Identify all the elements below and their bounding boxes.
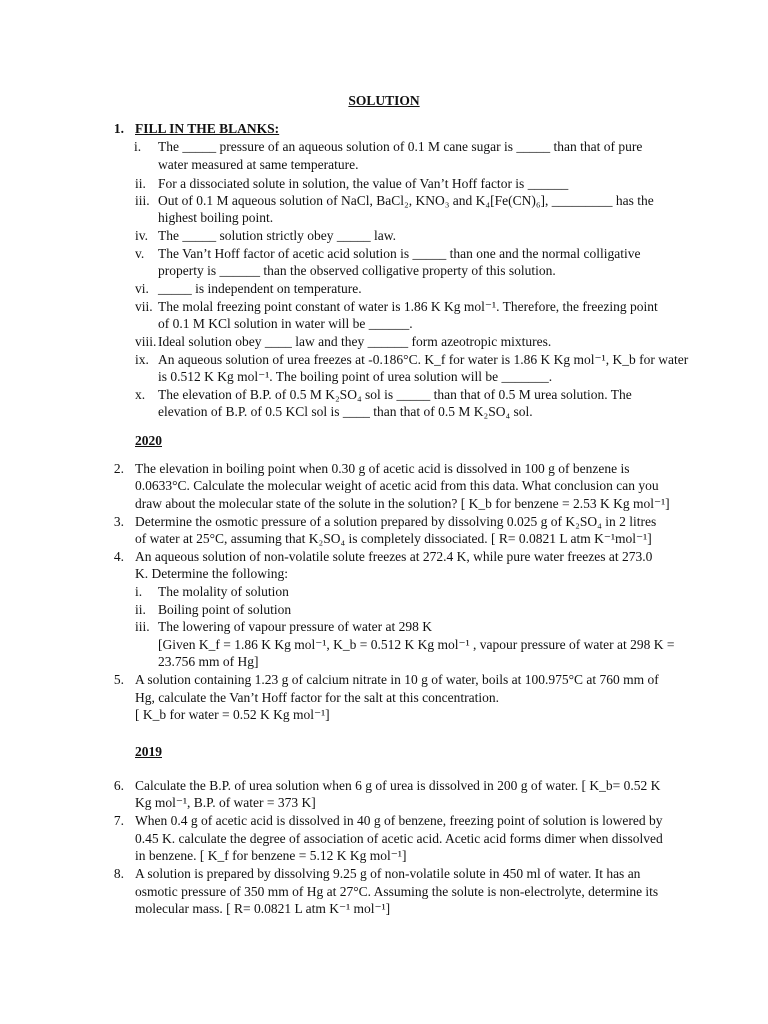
item-line: The Van’t Hoff factor of acetic acid solution is _____ than one and the normal colligative xyxy=(158,246,641,261)
item-line: of 0.1 M KCl solution in water will be ______. xyxy=(158,316,413,331)
question-line: Hg, calculate the Van’t Hoff factor for the salt at this concentration. xyxy=(135,690,499,705)
question-number: 7. xyxy=(113,813,124,828)
question-number: 4. xyxy=(113,549,124,564)
question-line: 0.0633°C. Calculate the molecular weight of acetic acid from this data. What conclusion can you xyxy=(135,478,659,493)
item-line: elevation of B.P. of 0.5 KCl sol is ____ than that of 0.5 M K₂SO₄ sol. xyxy=(158,404,533,419)
item-line: _____ is independent on temperature. xyxy=(158,281,362,296)
item-label: i. xyxy=(134,139,142,154)
question-line: K. Determine the following: xyxy=(135,566,288,581)
item-line: An aqueous solution of urea freezes at -0.186°C. K_f for water is 1.86 K Kg mol⁻¹, K_b for water xyxy=(158,352,689,367)
item-label: vii. xyxy=(135,299,153,314)
page-title: SOLUTION xyxy=(348,93,420,108)
year-heading-2020: 2020 xyxy=(135,433,162,448)
item-line: property is ______ than the observed colligative property of this solution. xyxy=(158,263,556,278)
question-line: [ K_b for water = 0.52 K Kg mol⁻¹] xyxy=(135,707,330,722)
question-line: When 0.4 g of acetic acid is dissolved in 40 g of benzene, freezing point of solution is lowered by xyxy=(135,813,663,828)
question-line: A solution is prepared by dissolving 9.25 g of non-volatile solute in 450 ml of water. It has an xyxy=(135,866,641,881)
question-line: An aqueous solution of non-volatile solute freezes at 272.4 K, while pure water freezes at 273.0 xyxy=(135,549,653,564)
question-line: osmotic pressure of 350 mm of Hg at 27°C. Assuming the solute is non-electrolyte, determine its xyxy=(135,884,659,899)
question-number: 6. xyxy=(113,778,124,793)
item-line: For a dissociated solute in solution, the value of Van’t Hoff factor is ______ xyxy=(158,176,569,191)
item-line: The _____ solution strictly obey _____ law. xyxy=(158,228,396,243)
question-line: in benzene. [ K_f for benzene = 5.12 K Kg mol⁻¹] xyxy=(135,848,407,863)
item-label: i. xyxy=(135,584,143,599)
question-line: 0.45 K. calculate the degree of association of acetic acid. Acetic acid forms dimer when dissolved xyxy=(135,831,663,846)
item-line: The _____ pressure of an aqueous solution of 0.1 M cane sugar is _____ than that of pure xyxy=(158,139,643,154)
item-line: highest boiling point. xyxy=(158,210,274,225)
question-line: draw about the molecular state of the solute in the solution? [ K_b for benzene = 2.53 K Kg mol⁻¹] xyxy=(135,496,670,511)
item-line: water measured at same temperature. xyxy=(158,157,359,172)
item-label: ii. xyxy=(135,176,146,191)
given-line: 23.756 mm of Hg] xyxy=(158,654,259,669)
item-label: viii. xyxy=(135,334,157,349)
item-label: iii. xyxy=(135,619,150,634)
question-line: of water at 25°C, assuming that K₂SO₄ is completely dissociated. [ R= 0.0821 L atm K⁻¹mol⁻¹] xyxy=(135,531,652,546)
item-line: The molality of solution xyxy=(158,584,289,599)
item-label: iv. xyxy=(135,228,148,243)
question-line: molecular mass. [ R= 0.0821 L atm K⁻¹ mol⁻¹] xyxy=(135,901,391,916)
given-line: [Given K_f = 1.86 K Kg mol⁻¹, K_b = 0.512 K Kg mol⁻¹ , vapour pressure of water at 298 K = xyxy=(158,637,675,652)
question-line: A solution containing 1.23 g of calcium nitrate in 10 g of water, boils at 100.975°C at 760 mm of xyxy=(135,672,659,687)
year-heading-2019: 2019 xyxy=(135,744,162,759)
item-label: x. xyxy=(135,387,146,402)
item-line: is 0.512 K Kg mol⁻¹. The boiling point of urea solution will be _______. xyxy=(158,369,553,384)
section-heading-fill-blanks: FILL IN THE BLANKS: xyxy=(135,121,280,136)
question-line: Kg mol⁻¹, B.P. of water = 373 K] xyxy=(135,795,316,810)
item-line: The elevation of B.P. of 0.5 M K₂SO₄ sol is _____ than that of 0.5 M urea solution. The xyxy=(158,387,632,402)
question-number: 1. xyxy=(113,121,124,136)
question-number: 5. xyxy=(113,672,124,687)
item-line: Boiling point of solution xyxy=(158,602,292,617)
item-label: v. xyxy=(135,246,145,261)
item-line: Out of 0.1 M aqueous solution of NaCl, BaCl₂, KNO₃ and K₄[Fe(CN)₆], _________ has the xyxy=(158,193,654,208)
item-label: ix. xyxy=(135,352,149,367)
item-line: The lowering of vapour pressure of water at 298 K xyxy=(158,619,433,634)
item-label: iii. xyxy=(135,193,150,208)
item-line: The molal freezing point constant of water is 1.86 K Kg mol⁻¹. Therefore, the freezing point xyxy=(158,299,658,314)
item-line: Ideal solution obey ____ law and they ______ form azeotropic mixtures. xyxy=(158,334,552,349)
question-number: 3. xyxy=(113,514,124,529)
question-number: 8. xyxy=(113,866,124,881)
question-line: The elevation in boiling point when 0.30 g of acetic acid is dissolved in 100 g of benzene is xyxy=(135,461,630,476)
question-line: Calculate the B.P. of urea solution when 6 g of urea is dissolved in 200 g of water. [ K_b= 0.52 K xyxy=(135,778,661,793)
item-label: vi. xyxy=(135,281,149,296)
question-number: 2. xyxy=(113,461,124,476)
item-label: ii. xyxy=(135,602,146,617)
question-line: Determine the osmotic pressure of a solution prepared by dissolving 0.025 g of K₂SO₄ in 2 litres xyxy=(135,514,657,529)
